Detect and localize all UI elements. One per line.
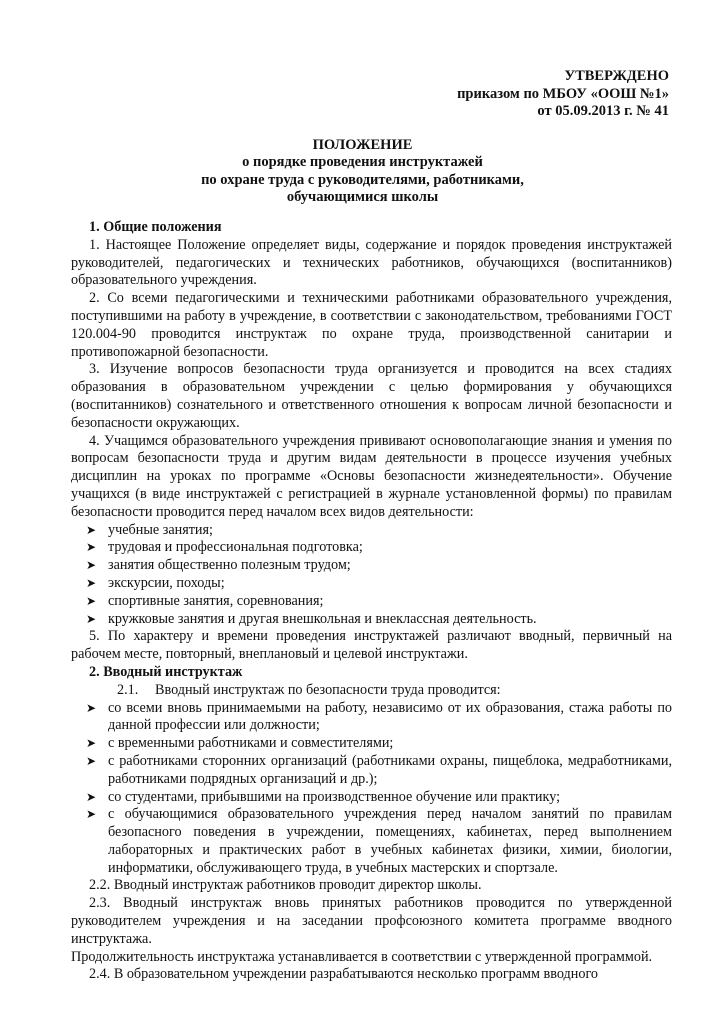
bullet-arrow-icon: ➤ (86, 593, 97, 608)
clause-text: Вводный инструктаж по безопасности труда проводится: (155, 681, 501, 698)
activities-list (71, 522, 672, 629)
section-2-heading: 2. Вводный инструктаж (89, 663, 243, 680)
list-item: ➤ экскурсии, походы; (86, 574, 225, 591)
title-sub-3: обучающимися школы (286, 189, 439, 206)
list-item: ➤ спортивные занятия, соревнования; (86, 592, 324, 609)
paragraph-4: 4. Учащимся образовательного учреждения прививают основополагающие знания и умения по вопросам безопасности труда и другим видам деятельности в процессе изучения учебных дисциплин на уроках по программе «Основы безопасности жизнедеятельности». Обучение учащихся (в виде инструктажей с регистрацией в журнале установленной формы) по правилам безопасности проводится перед началом всех видов деятельности: (71, 432, 672, 520)
paragraph-1: 1. Настоящее Положение определяет виды, содержание и порядок проведения инструктажей руководителей, педагогических и технических работников, обучающихся (воспитанников) образовательного учреждения. (71, 236, 672, 289)
paragraph-2-1 (71, 682, 672, 700)
bullet-arrow-icon: ➤ (86, 558, 97, 573)
paragraph-2-2: 2.2. Вводный инструктаж работников проводит директор школы. (89, 877, 482, 894)
bullet-arrow-icon: ➤ (86, 540, 97, 555)
paragraph-duration: Продолжительность инструктажа устанавливается в соответствии с утвержденной программой. (71, 948, 653, 965)
paragraph-2-4: 2.4. В образовательном учреждении разрабатываются несколько программ вводного (89, 966, 599, 983)
bullet-arrow-icon: ➤ (86, 736, 97, 751)
title-sub-1: о порядке проведения инструктажей (242, 154, 483, 171)
list-item: ➤ учебные занятия; (86, 521, 213, 538)
bullet-arrow-icon: ➤ (86, 700, 97, 715)
title-sub-2: по охране труда с руководителями, работниками, (201, 171, 524, 188)
bullet-arrow-icon: ➤ (86, 522, 97, 537)
title-main: ПОЛОЖЕНИЕ (312, 137, 413, 153)
paragraph-3: 3. Изучение вопросов безопасности труда организуется и проводится на всех стадиях образования в образовательном учреждении с целью формирования у обучающихся (воспитанников) сознательного и ответственного отношения к вопросам личной безопасности и безопасности окружающих. (71, 361, 672, 431)
list-item: ➤ с обучающимися образовательного учреждения перед началом занятий по правилам безопасного поведения в учреждении, помещениях, кабинетах, перед выполнением лабораторных и практических работ в учебных кабинетах физики, химии, биологии, информатики, обслуживающего труда, в учебных мастерских и спортзале. (86, 806, 672, 876)
approval-date: от 05.09.2013 г. № 41 (537, 103, 669, 120)
paragraph-5: 5. По характеру и времени проведения инструктажей различают вводный, первичный на рабочем месте, повторный, внеплановый и целевой инструктажи. (71, 628, 672, 663)
introductory-briefing-list (71, 700, 672, 878)
list-item: ➤ со студентами, прибывшими на производственное обучение или практику; (86, 788, 561, 805)
list-item: ➤ кружковые занятия и другая внешкольная и внеклассная деятельность. (86, 610, 537, 627)
bullet-arrow-icon: ➤ (86, 789, 97, 804)
list-item: ➤ с работниками сторонних организаций (работниками охраны, пищеблока, медработниками, работниками подрядных организаций и др.); (86, 752, 672, 787)
list-item: ➤ с временными работниками и совместителями; (86, 735, 394, 752)
paragraph-2-3: 2.3. Вводный инструктаж вновь принятых работников проводится по утвержденной руководителем учреждения и на заседании профсоюзного комитета программе вводного инструктажа. (71, 895, 672, 947)
bullet-arrow-icon: ➤ (86, 807, 97, 822)
bullet-arrow-icon: ➤ (86, 611, 97, 626)
approval-label: УТВЕРЖДЕНО (564, 68, 669, 84)
document-title (0, 137, 725, 207)
bullet-arrow-icon: ➤ (86, 575, 97, 590)
section-1-heading: 1. Общие положения (89, 219, 222, 235)
document-body (71, 219, 672, 984)
approval-order: приказом по МБОУ «ООШ №1» (457, 85, 669, 102)
bullet-arrow-icon: ➤ (86, 753, 97, 768)
list-item: ➤ со всеми вновь принимаемыми на работу, независимо от их образования, стажа работы по данной профессии или должности; (86, 699, 672, 734)
list-item: ➤ трудовая и профессиональная подготовка; (86, 539, 363, 556)
approval-stamp (457, 68, 669, 121)
paragraph-2: 2. Со всеми педагогическими и техническими работниками образовательного учреждения, поступившими на работу в учреждение, в соответствии с законодательством, требованиями ГОСТ 120.004-90 проводится инструктаж по охране труда, производственной санитарии и противопожарной безопасности. (71, 290, 672, 360)
clause-number: 2.1. (117, 681, 139, 698)
list-item: ➤ занятия общественно полезным трудом; (86, 557, 351, 574)
